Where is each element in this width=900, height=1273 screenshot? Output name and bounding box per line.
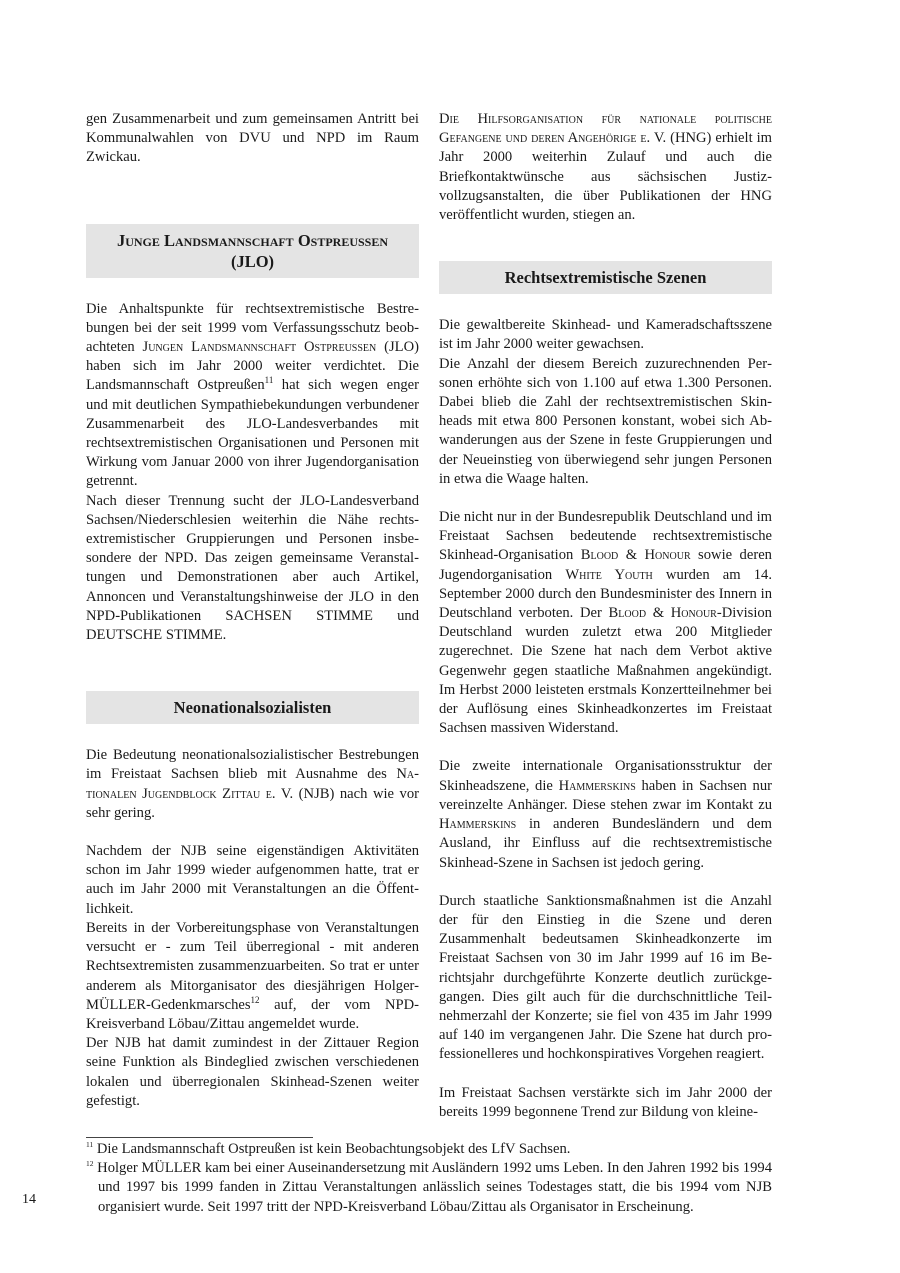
heading-rechtsextremistische-szenen: Rechtsextremistische Szenen [439,261,772,294]
footnote-12: $^{12}$ Holger MÜLLER kam bei einer Auseinandersetzung mit Ausländern 1992 ums Leben. In den Jahren 1992 bis 1994 und 1997 bis 1999 fanden in Zittau Veranstaltungen anlässlich seines Todestages statt, die bis 1994 vom NJB organisiert wurde. Seit 1997 tritt der NPD-Kreisverband Löbau/Zittau als Organisator in Erscheinung. [86,1159,772,1215]
intro-paragraph: gen Zusammenarbeit und zum gemeinsamen Antritt bei Kommunalwahlen von DVU und NPD im Raum Zwickau. [86,111,419,166]
footnote-11: $^{11}$ Die Landsmannschaft Ostpreußen ist kein Beobachtungsobjekt des LfV Sachsen. [86,1140,571,1157]
neo-paragraph-3: Bereits in der Vorbereitungsphase von Veranstaltungen versucht er - zum Teil überregional - mit anderen Rechtsextremisten zusammenzuarbeiten. So trat er unter anderem als Mitorganisator des diesjährigen Holger-MÜLLER-Gedenkmarsches$^{12}$ auf, der vom NPD-Kreisverband Löbau/Zittau angemeldet wurde. [86,919,419,1032]
blood-honour-paragraph: Die nicht nur in der Bundesrepublik Deutschland und im Freistaat Sachsen bedeutende rechtsextremistische Skinhead-Organisation Blood & Honour sowie deren Jugendorganisation White Youth wurden am 14. September 2000 durch den Bundesminister des Innern in Deutschland verboten. Der Blood & Honour-Division Deutschland wurden zuletzt etwa 200 Mitglieder zugerechnet. Die Szene hat nach dem Verbot aktive Gegenwehr gegen staatliche Maßnahmen angekündigt. Im Herbst 2000 leisteten erstmals Konzertteilnehmer bei der Auflösung eines Skinheadkonzertes im Freistaat Sachsen massiven Widerstand. [439,509,772,737]
hammerskins-paragraph: Die zweite internationale Organisationsstruktur der Skinheadszene, die Hammerskins haben in Sachsen nur vereinzelte Anhänger. Diese stehen zwar im Kontakt zu Hammerskins in anderen Bundesländern und dem Ausland, ihr Einfluss auf die rechtsextremistische Skinhead-Szene in Sachsen ist jedoch gering. [439,758,772,871]
neo-paragraph-1: Die Bedeutung neonationalsozialistischer Bestrebungen im Freistaat Sachsen blieb mit Ausnahme des Nationalen Jugendblock Zittau e. V. (NJB) nach wie vor sehr gering. [86,747,420,821]
footnote-ref-12: 12 [250,994,260,1005]
heading-jlo [86,224,419,278]
neo-paragraph-4: Der NJB hat damit zumindest in der Zittauer Region seine Funktion als Bindeglied zwischen verschiedenen lokalen und überregionalen Skinhead-Szenen weiter gefestigt. [86,1035,419,1109]
heading-neonationalsozialisten: Neonationalsozialisten [86,691,419,724]
footnote-rule [86,1137,313,1138]
konzerte-paragraph: Durch staatliche Sanktionsmaßnahmen ist die Anzahl der für den Einstieg in die Szene und deren Zusammenhalt bedeutsamen Skinheadkonzerte im Freistaat Sachsen von 30 im Jahr 1999 auf 16 im Berichtsjahr durchgeführte Konzerte deutlich zurückgegangen. Dies gilt auch für die durchschnittliche Teilnehmerzahl der Konzerte; sie fiel von 435 im Jahr 1999 auf 140 im vergangenen Jahr. Die Szene hat durch professionelleres und hochkonspiratives Vorgehen reagiert. [439,892,772,1063]
right-column [439,110,772,1122]
heading-jlo-line1: Junge Landsmannschaft Ostpreußen [116,230,389,250]
page-number: 14 [22,1192,36,1207]
rex-paragraph-2: Die Anzahl der diesem Bereich zuzurechnenden Personen erhöhte sich von 1.100 auf etwa 1.300 Personen. Dabei blieb die Zahl der rechtsextremistischen Skinheads mit etwa 800 Personen konstant, wobei sich Abwanderungen aus der Szene in feste Gruppierungen und der Neueinstieg von überwiegend sehr jungen Personen in etwa die Waage halten. [439,355,772,487]
left-column [86,110,419,1111]
jlo-paragraph-2: Nach dieser Trennung sucht der JLO-Landesverband Sachsen/Niederschlesien weiterhin die Nähe rechtsextremistischer Gruppierungen und Personen insbesondere der NPD. Das zeigen gemeinsame Veranstaltungen und Demonstrationen aber auch Artikel, Annoncen und Veranstaltungshinweise der JLO in den NPD-Publikationen SACHSEN STIMME und DEUTSCHE STIMME. [86,492,419,644]
footnote-ref-11: 11 [264,375,274,386]
trend-paragraph: Im Freistaat Sachsen verstärkte sich im Jahr 2000 der bereits 1999 begonnene Trend zur Bildung von kleine- [439,1084,772,1120]
heading-jlo-line2: (JLO) [230,251,275,271]
rex-paragraph-1: Die gewaltbereite Skinhead- und Kameradschaftsszene ist im Jahr 2000 weiter gewachsen. [439,317,772,353]
hng-paragraph: Die Hilfsorganisation für nationale politische Gefangene und deren Angehörige e. V. (HNG) erhielt im Jahr 2000 weiterhin Zulauf und auch die Briefkontaktwünsche aus sächsischen Justizvollzugsanstalten, die über Publikationen der HNG veröffentlicht wurden, stiegen an. [439,111,772,224]
neo-paragraph-2: Nachdem der NJB seine eigenständigen Aktivitäten schon im Jahr 1999 wieder aufgenommen hatte, trat er auch im Jahr 2000 mit Veranstaltungen an die Öffentlichkeit. [86,843,419,917]
footnotes [86,1140,772,1217]
jlo-paragraph-1: Die Anhaltspunkte für rechtsextremistische Bestrebungen bei der seit 1999 vom Verfassungsschutz beobachteten Jungen Landsmannschaft Ostpreußen (JLO) haben sich im Jahr 2000 weiter verdichtet. Die Landsmannschaft Ostpreußen$^{11}$ hat sich wegen enger und mit deutlichen Sympathiebekundungen verbundener Zusammenarbeit des JLO-Landesverbandes mit rechtsextremistischen Organisationen und Personen mit Wirkung vom Januar 2000 von ihrer Jugendorganisation getrennt. [86,300,419,490]
